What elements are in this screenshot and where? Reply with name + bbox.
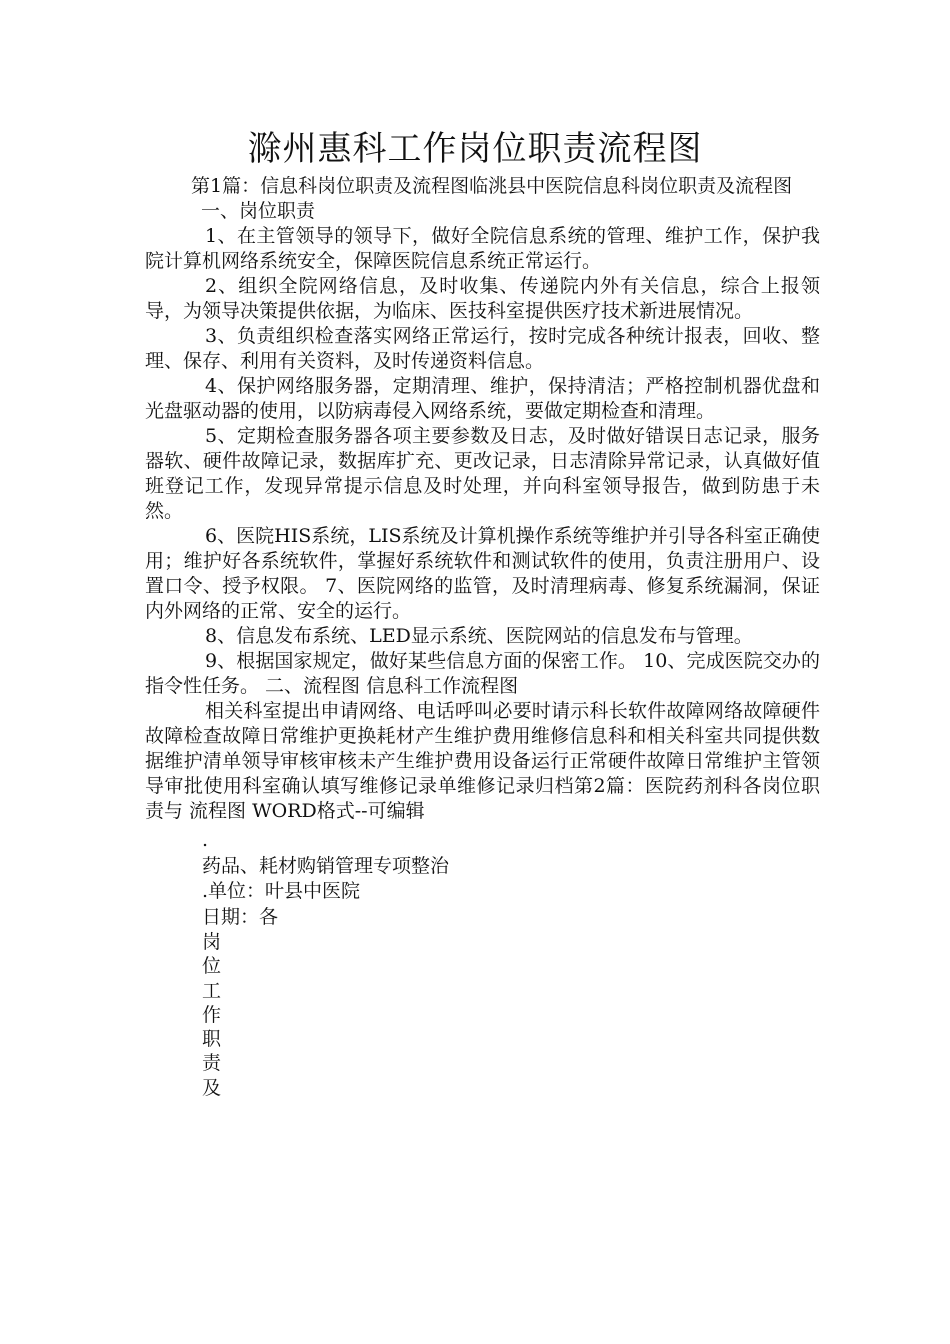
vertical-char: 工: [202, 979, 222, 1002]
tail-line-topic: 药品、耗材购销管理专项整治: [202, 854, 450, 877]
vertical-char: 责: [202, 1052, 222, 1075]
vertical-char: 职: [202, 1028, 222, 1051]
paragraph-duty-4: 4、保护网络服务器，定期清理、维护，保持清洁；严格控制机器优盘和光盘驱动器的使用，以防病毒侵入网络系统，要做定期检查和清理。: [145, 375, 820, 422]
vertical-char: 位: [202, 955, 222, 978]
paragraph-duty-6-7: 6、医院HIS系统，LIS系统及计算机操作系统等维护并引导各科室正确使用；维护好各系统软件，掌握好系统软件和测试软件的使用，负责注册用户、设置口令、授予权限。 7、医院网络的监管，及时清理病毒、修复系统漏洞，保证内外网络的正常、安全的运行。: [145, 525, 820, 622]
paragraph-duty-2: 2、组织全院网络信息，及时收集、传递院内外有关信息，综合上报领导，为领导决策提供依据，为临床、医技科室提供医疗技术新进展情况。: [145, 275, 820, 322]
paragraph-duty-8: 8、信息发布系统、LED显示系统、医院网站的信息发布与管理。: [205, 625, 753, 647]
vertical-char: 作: [202, 1003, 222, 1026]
document-body: [145, 174, 820, 1100]
vertical-char: 及: [202, 1076, 222, 1099]
document-title: 滁州惠科工作岗位职责流程图: [247, 129, 703, 169]
tail-line-unit: .单位：叶县中医院: [202, 880, 361, 902]
paragraph-duty-5: 5、定期检查服务器各项主要参数及日志，及时做好错误日志记录，服务器软、硬件故障记录，数据库扩充、更改记录，日志清除异常记录，认真做好值班登记工作，发现异常提示信息及时处理，并向科室领导报告，做到防患于未然。: [145, 425, 820, 522]
paragraph-duty-1: 1、在主管领导的领导下，做好全院信息系统的管理、维护工作，保护我院计算机网络系统安全，保障医院信息系统正常运行。: [145, 225, 820, 272]
tail-line-dot: .: [202, 829, 209, 851]
paragraph-flowchart-text: 相关科室提出申请网络、电话呼叫必要时请示科长软件故障网络故障硬件故障检查故障日常维护更换耗材产生维护费用维修信息科和相关科室共同提供数据维护清单领导审核审核未产生维护费用设备运行正常硬件故障日常维护主管领导审批使用科室确认填写维修记录单维修记录归档第2篇：医院药剂科各岗位职责与 流程图 WORD格式--可编辑: [145, 700, 820, 822]
paragraph-subheading: 一、岗位职责: [201, 200, 316, 222]
tail-line-date: 日期：各: [202, 905, 279, 928]
paragraph-duty-3: 3、负责组织检查落实网络正常运行，按时完成各种统计报表，回收、整理、保存、利用有关资料，及时传递资料信息。: [145, 325, 820, 372]
paragraph-duty-9-10: 9、根据国家规定，做好某些信息方面的保密工作。 10、完成医院交办的指令性任务。 二、流程图 信息科工作流程图: [145, 650, 820, 697]
paragraph-section-heading: 第1篇：信息科岗位职责及流程图临洮县中医院信息科岗位职责及流程图: [191, 175, 793, 197]
vertical-char: 岗: [202, 931, 222, 953]
